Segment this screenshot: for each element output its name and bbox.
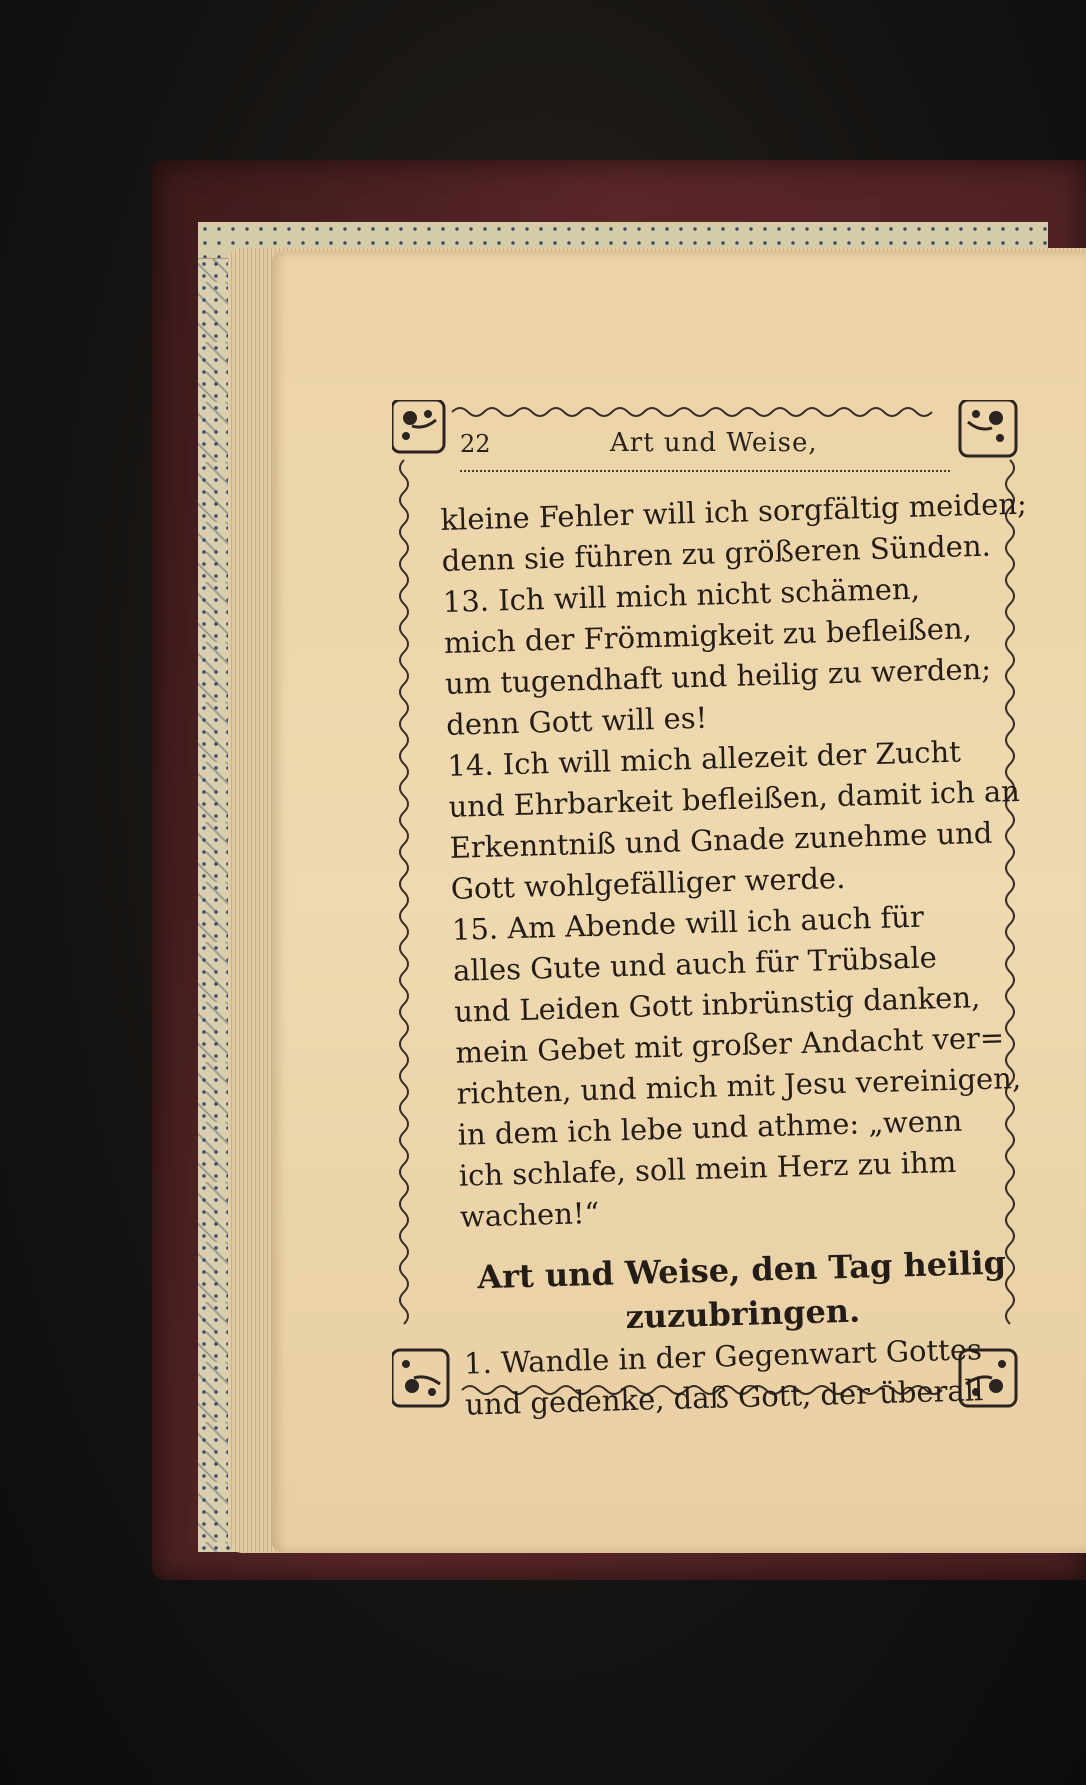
text-line: denn sie führen zu größeren Sünden.	[441, 528, 992, 578]
section-heading-line2: zuzubringen.	[625, 1291, 861, 1337]
text-line: kleine Fehler will ich sorgfältig meiden;	[440, 486, 1028, 537]
section-heading-line1: Art und Weise, den Tag heilig	[476, 1243, 1007, 1297]
text-line: wachen!“	[459, 1195, 600, 1234]
text-line: 14. Ich will mich allezeit der Zucht	[446, 734, 962, 783]
page-header	[460, 428, 980, 468]
text-line: 15. Am Abende will ich auch für	[451, 899, 925, 947]
text-line: 1. Wandle in der Gegenwart Gottes	[463, 1332, 983, 1381]
text-line: ich schlafe, soll mein Herz zu ihm	[458, 1144, 957, 1193]
text-line: und Leiden Gott inbrünstig danken,	[453, 980, 981, 1029]
text-line: mein Gebet mit großer Andacht ver=	[454, 1020, 1005, 1070]
header-dotted-rule	[460, 470, 950, 472]
top-wavy-rule	[452, 408, 932, 416]
left-wavy-rule	[400, 460, 408, 1324]
corner-ornament-top-left	[392, 400, 444, 452]
text-line: Gott wohlgefälliger werde.	[450, 860, 846, 906]
text-line: 13. Ich will mich nicht schämen,	[442, 571, 921, 619]
page-body-text	[440, 484, 1026, 1425]
text-line: mich der Frömmigkeit zu befleißen,	[443, 611, 973, 660]
text-line: richten, und mich mit Jesu vereinigen,	[456, 1061, 1022, 1111]
text-line: denn Gott will es!	[445, 700, 708, 742]
page-number: 22	[460, 430, 491, 458]
running-title: Art und Weise,	[610, 428, 818, 458]
text-line: Erkenntniß und Gnade zunehme und	[449, 815, 993, 865]
text-line: in dem ich lebe und athme: „wenn	[457, 1103, 963, 1152]
text-line: und Ehrbarkeit befleißen, damit ich an	[448, 773, 1021, 824]
text-line: um tugendhaft und heilig zu werden;	[444, 651, 992, 701]
corner-ornament-bottom-left	[392, 1350, 448, 1406]
text-line: und gedenke, daß Gott, der überall	[464, 1373, 984, 1422]
text-line: alles Gute und auch für Trübsale	[452, 940, 938, 988]
